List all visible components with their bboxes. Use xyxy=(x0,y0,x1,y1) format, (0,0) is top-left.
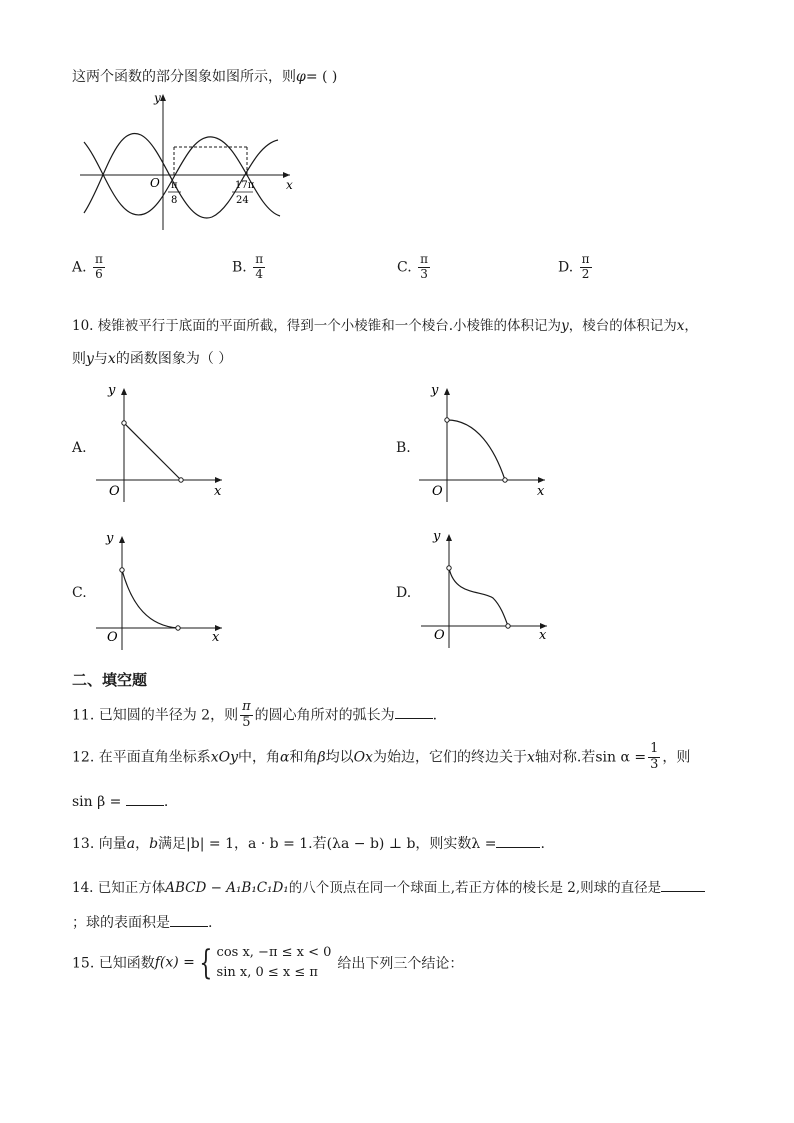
q10a-x-label: x xyxy=(214,484,222,499)
q10-stem-line1: 10. 棱锥被平行于底面的平面所截，得到一个小棱锥和一个棱台.小棱锥的体积记为y，棱台的体积记为x， xyxy=(72,318,698,334)
q11-answer-blank[interactable] xyxy=(395,704,433,719)
q13-answer-blank[interactable] xyxy=(496,833,540,848)
q10d-origin: O xyxy=(434,628,445,643)
q10-graph-d xyxy=(419,526,559,651)
section-title: 二、填空题 xyxy=(72,671,148,689)
q9-option-d: D. $\frac{\pi}{2}$ xyxy=(558,252,590,281)
q10d-x-label: x xyxy=(539,628,547,643)
q10c-x-label: x xyxy=(212,630,220,645)
q9-sine-graph xyxy=(72,88,302,236)
q10-option-c-label: C. xyxy=(72,585,87,601)
q10-graph-c xyxy=(94,528,234,653)
q10-option-a-label: A. xyxy=(72,440,87,456)
q10c-y-label: y xyxy=(106,531,114,546)
q14-area-blank[interactable] xyxy=(170,912,208,927)
q15: 15. 已知函数f(x) = { cos x, −π ≤ x < 0 sin x, 0 ≤ x ≤ π 给出下列三个结论： xyxy=(72,942,464,983)
q9-tick2-den: 24 xyxy=(236,195,249,206)
q13: 13. 向量a，b满足|b| = 1，a · b = 1.若(λa − b) ⊥ b，则实数λ = . xyxy=(72,833,545,853)
q14-line2: ；球的表面积是 . xyxy=(72,912,212,932)
q10a-origin: O xyxy=(109,484,120,499)
q10b-x-label: x xyxy=(537,484,545,499)
q9-x-label: x xyxy=(286,178,293,192)
q10-graph-b xyxy=(417,380,557,505)
q10-option-d-label: D. xyxy=(396,585,412,601)
q10a-y-label: y xyxy=(108,383,116,398)
q10b-origin: O xyxy=(432,484,443,499)
q14-line1: 14. 已知正方体ABCD − A₁B₁C₁D₁的八个顶点在同一个球面上,若正方体的棱长是 2,则球的直径是 xyxy=(72,876,705,896)
q10b-y-label: y xyxy=(431,383,439,398)
q10-graph-a xyxy=(94,380,234,505)
q10d-y-label: y xyxy=(433,529,441,544)
q9-tick2-num: 17π xyxy=(235,180,255,191)
q9-tick1-den: 8 xyxy=(171,195,178,206)
q10-option-b-label: B. xyxy=(396,440,411,456)
q11: 11. 已知圆的半径为 2，则 $\frac{\pi}{5}$ 的圆心角所对的弧长为 . xyxy=(72,699,438,730)
q9-origin-label: O xyxy=(150,176,160,190)
q14-diameter-blank[interactable] xyxy=(661,877,705,892)
q10c-origin: O xyxy=(107,630,118,645)
q10-stem-line2: 则y与x的函数图象为（ ） xyxy=(72,351,233,367)
q9-tick1-num: π xyxy=(171,180,178,191)
q9-stem: 这两个函数的部分图象如图所示，则φ= ( ) xyxy=(72,69,338,85)
q9-y-label: y xyxy=(154,91,161,105)
q9-option-b: B. $\frac{\pi}{4}$ xyxy=(232,252,264,281)
q15-cases: cos x, −π ≤ x < 0 sin x, 0 ≤ x ≤ π xyxy=(216,945,332,980)
q9-option-c: C. $\frac{\pi}{3}$ xyxy=(397,252,429,281)
q12-answer-blank[interactable] xyxy=(126,791,164,806)
q12-line2: sin β = . xyxy=(72,791,168,810)
brace-glyph: { xyxy=(199,942,213,983)
q12-line1: 12. 在平面直角坐标系xOy中，角α和角β均以Ox为始边，它们的终边关于x轴对称.若sin α = $\frac{1}{3}$ ，则 xyxy=(72,741,691,772)
q9-option-a: A. $\frac{\pi}{6}$ xyxy=(72,252,103,281)
